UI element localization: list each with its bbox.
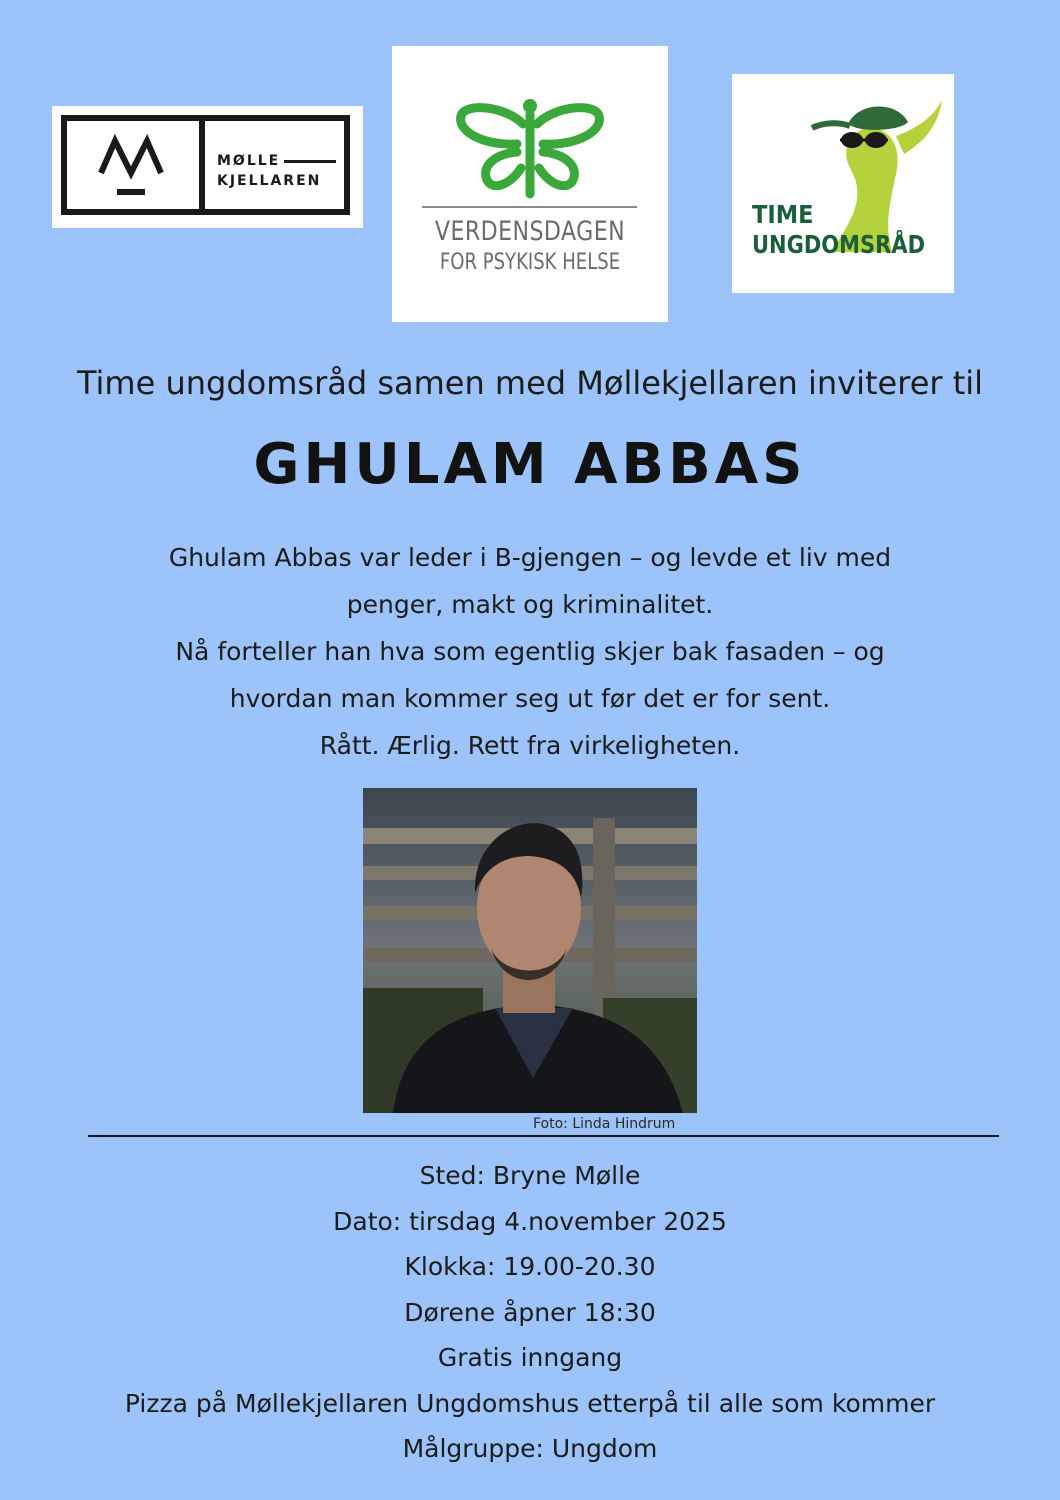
- info-date: Dato: tirsdag 4.november 2025: [333, 1206, 727, 1236]
- logo-verdens-line2: FOR PSYKISK HELSE: [439, 250, 621, 275]
- logo-verdens-line1: VERDENSDAGEN: [434, 216, 626, 247]
- photo-credit: Foto: Linda Hindrum: [533, 1116, 676, 1132]
- logo-separator: [422, 206, 637, 208]
- description-line: Nå forteller han hva som egentlig skjer bak fasaden – og: [175, 637, 885, 666]
- description-line: hvordan man kommer seg ut før det er for sent.: [229, 684, 831, 713]
- description-line: Rått. Ærlig. Rett fra virkeligheten.: [319, 731, 741, 760]
- description-line: penger, makt og kriminalitet.: [346, 590, 714, 619]
- verdensdagen-logo: [392, 46, 668, 322]
- description: [0, 534, 1060, 769]
- mollekjellaren-logo: [52, 106, 363, 228]
- logo-time-line2: UNGDOMSRÅD: [752, 230, 926, 259]
- time-ungdomsrad-logo: [732, 74, 954, 293]
- description-line: Ghulam Abbas var leder i B-gjengen – og levde et liv med: [168, 543, 892, 572]
- speaker-name-title: GHULAM ABBAS: [253, 432, 807, 497]
- event-info: [0, 1153, 1060, 1472]
- butterfly-icon: [455, 94, 605, 199]
- info-admission: Gratis inngang: [437, 1343, 623, 1372]
- info-time: Klokka: 19.00-20.30: [404, 1252, 656, 1281]
- logo-frame: [61, 115, 350, 215]
- info-location: Sted: Bryne Mølle: [419, 1161, 641, 1190]
- logo-molle-line2: KJELLAREN: [217, 173, 322, 189]
- intro-text: Time ungdomsråd samen med Møllekjellaren inviterer til: [76, 364, 984, 402]
- logo-molle-line1: MØLLE: [217, 153, 281, 169]
- info-doors: Dørene åpner 18:30: [404, 1297, 656, 1327]
- speaker-photo: [363, 788, 697, 1113]
- logo-time-line1: TIME: [752, 200, 814, 229]
- divider-line: [88, 1135, 999, 1137]
- mollekjellaren-mark-icon: [95, 133, 171, 201]
- info-pizza: Pizza på Møllekjellaren Ungdomshus etterpå til alle som kommer: [124, 1388, 936, 1418]
- info-audience: Målgruppe: Ungdom: [402, 1434, 658, 1463]
- mollekjellaren-wordmark: [217, 151, 336, 191]
- logo-divider: [199, 121, 205, 209]
